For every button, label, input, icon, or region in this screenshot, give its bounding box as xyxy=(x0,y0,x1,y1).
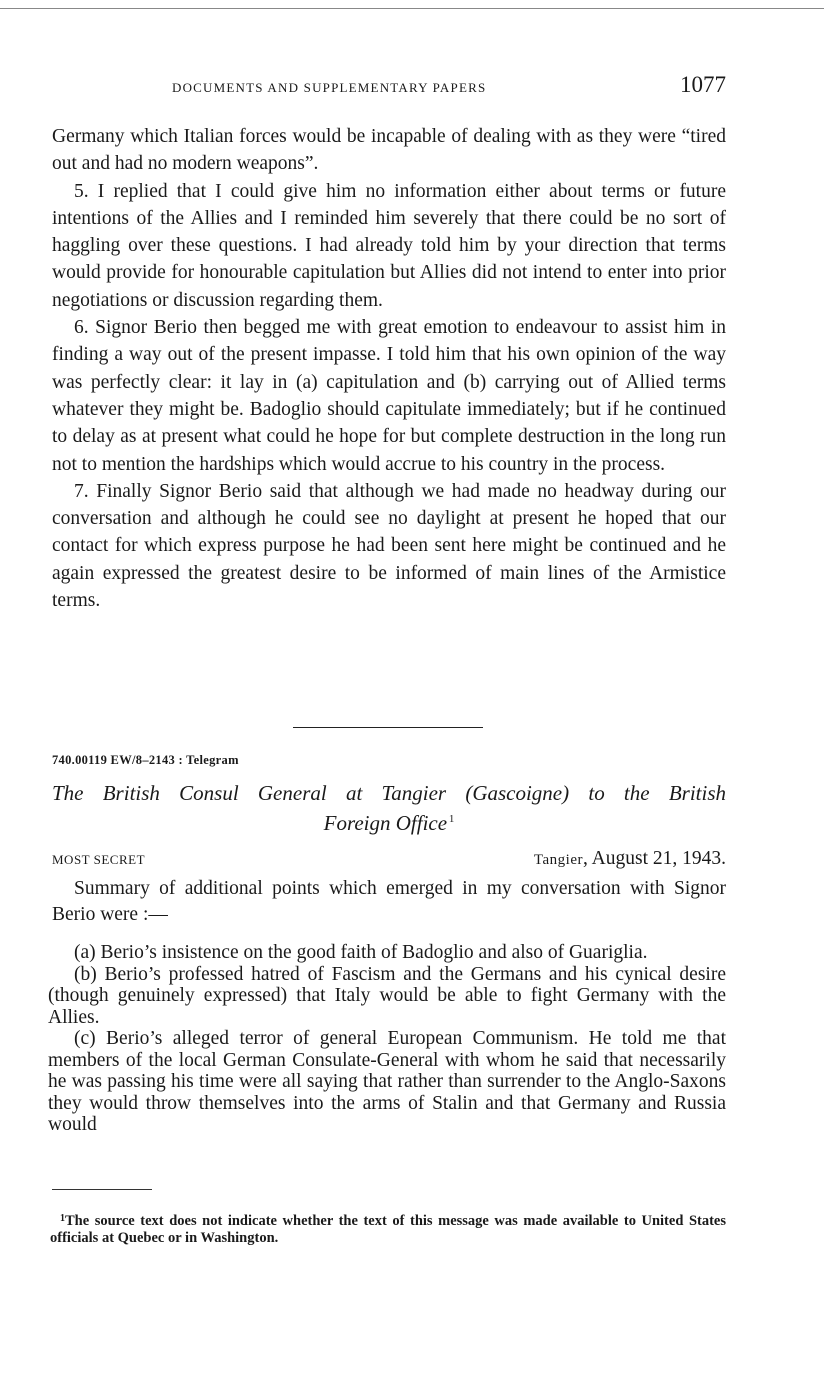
top-rule xyxy=(0,8,824,9)
running-title: DOCUMENTS AND SUPPLEMENTARY PAPERS xyxy=(172,80,487,95)
summary xyxy=(52,876,726,928)
classification-line xyxy=(52,848,726,874)
point-a: (a) Berio’s insistence on the good faith of Badoglio and also of Guariglia. xyxy=(74,942,648,963)
paragraph-7: 7. Finally Signor Berio said that although we had made no headway during our conversation and although he could see no daylight at present he hoped that our contact for which express purpose he had been sent here might be continued and he again expressed the greatest desire to be informed of main lines of the Armistice terms. xyxy=(52,480,726,612)
points-list xyxy=(48,942,726,1136)
paragraph-6: 6. Signor Berio then begged me with great emotion to endeavour to assist him in finding a way out of the present impasse. I told him that his own opinion of the way was perfectly clear: it lay in (a) capitulation and (b) carrying out of Allied terms whatever they might be. Badoglio should capitulate immediately; but if he continued to delay as at present what could he hope for but complete destruction in the long run not to mention the hardships which would accrue to his country in the process. xyxy=(52,317,726,475)
classification: MOST SECRET xyxy=(52,852,146,867)
place-date xyxy=(534,848,726,870)
heading-line-1: The British Consul General at Tangier (Gascoigne) to the British xyxy=(52,781,726,805)
footnote xyxy=(50,1210,726,1247)
paragraph-continuation: Germany which Italian forces would be incapable of dealing with as they were “tired out and had no modern weapons”. xyxy=(52,126,726,175)
document-reference: 740.00119 EW/8–2143 : Telegram xyxy=(52,753,239,767)
heading-line-2 xyxy=(324,811,455,835)
page-number: 1077 xyxy=(680,72,726,97)
footnote-paragraph xyxy=(50,1210,726,1247)
document-heading xyxy=(52,780,726,836)
summary-intro: Summary of additional points which emerged in my conversation with Signor Berio were :— xyxy=(52,878,726,925)
date: , August 21, 1943. xyxy=(582,848,726,869)
point-b: (b) Berio’s professed hatred of Fascism and the Germans and his cynical desire (though genuinely expressed) that Italy would be able to fight Germany with the Allies. xyxy=(48,963,726,1028)
body-text xyxy=(52,123,726,614)
page-header xyxy=(172,72,726,106)
heading-footnote-mark: 1 xyxy=(448,813,455,825)
section-separator xyxy=(293,727,483,728)
footnote-rule xyxy=(52,1189,152,1190)
point-c: (c) Berio’s alleged terror of general European Communism. He told me that members of the local German Consulate-General with whom he said that necessarily he was passing his time were all saying that rather than surrender to the Anglo-Saxons they would throw themselves into the arms of Stalin and that Germany and Russia would xyxy=(48,1028,726,1135)
paragraph-5: 5. I replied that I could give him no information either about terms or future intentions of the Allies and I reminded him severely that there could be no sort of haggling over these questions. I had already told him by your direction that terms would provide for honourable capitulation but Allies did not intend to enter into prior negotiations or discussion regarding them. xyxy=(52,180,726,311)
place: Tangier xyxy=(533,852,583,868)
footnote-text: The source text does not indicate whether the text of this message was made available to United States officials at Quebec or in Washington. xyxy=(50,1213,726,1246)
footnote-mark: 1 xyxy=(60,1213,65,1224)
heading-line-2-text: Foreign Office xyxy=(323,811,448,835)
